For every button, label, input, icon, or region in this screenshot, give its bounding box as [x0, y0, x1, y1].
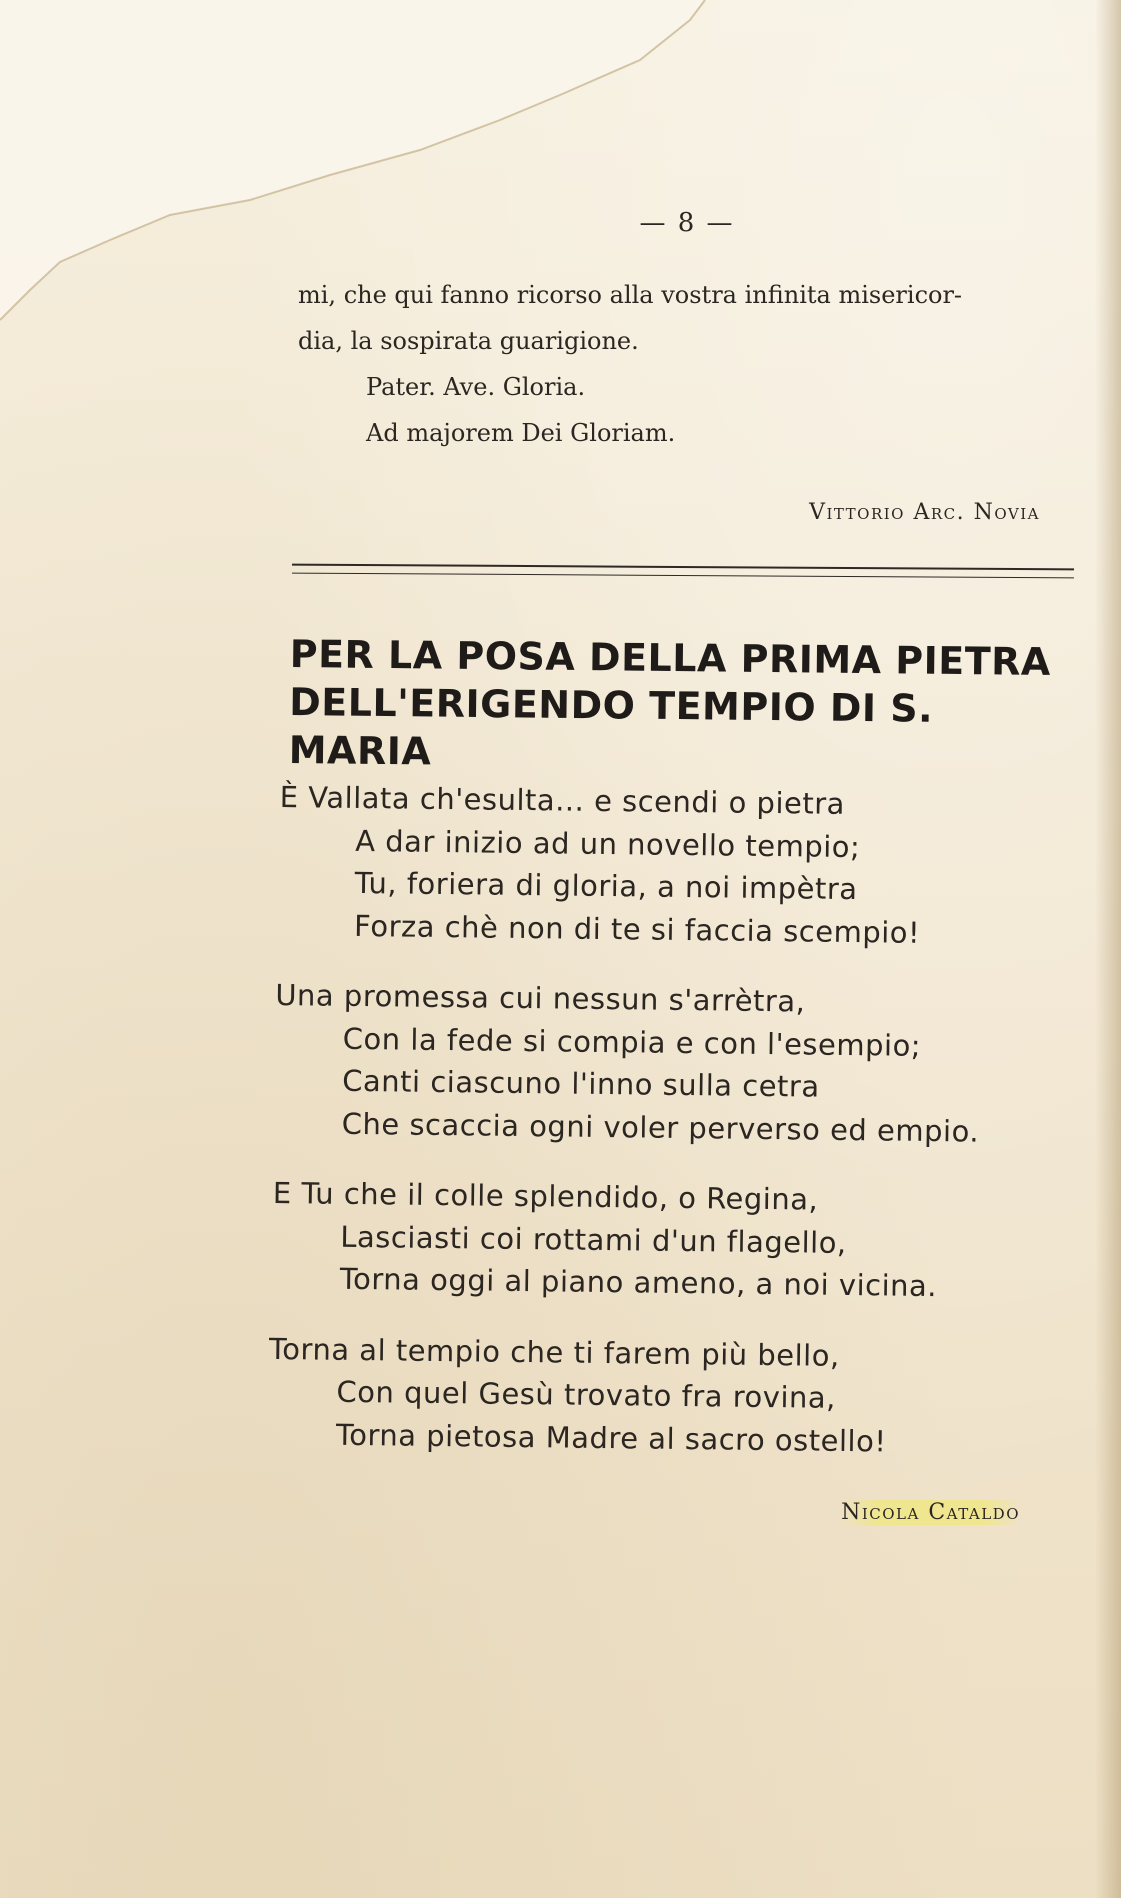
- prose-line: Pater. Ave. Gloria.: [366, 373, 586, 401]
- signature-highlight: Nicola Cataldo: [841, 1500, 1020, 1525]
- author-signature-cataldo: [640, 1500, 1020, 1525]
- poem-line: Con la fede si compia e con l'esempio;: [342, 1021, 922, 1063]
- poem-stanza: [268, 1327, 1073, 1464]
- page-edge-shadow: [1095, 0, 1121, 1898]
- prose-line: mi, che qui fanno ricorso alla vostra infinita misericor-: [298, 281, 963, 309]
- poem-stanza: [278, 776, 1080, 956]
- poem-line: Torna oggi al piano ameno, a noi vicina.: [339, 1261, 938, 1304]
- section-divider: [292, 564, 1074, 579]
- prayer-text: [298, 272, 1088, 456]
- poem-line: Torna al tempio che ti farem più bello,: [268, 1331, 840, 1373]
- poem-stanza: [274, 974, 1078, 1154]
- poem-stanza: [272, 1172, 1075, 1309]
- poem-line: Che scaccia ogni voler perverso ed empio.: [341, 1106, 980, 1149]
- poem-title: [288, 630, 1089, 782]
- poem-title-line: DELL'ERIGENDO TEMPIO DI S. MARIA: [288, 679, 934, 774]
- author-signature-novia: Vittorio Arc. Novia: [809, 500, 1040, 525]
- prose-line: dia, la sospirata guarigione.: [298, 327, 639, 355]
- poem-line: Con quel Gesù trovato fra rovina,: [336, 1374, 837, 1415]
- poem-line: A dar inizio ad un novello tempio;: [355, 823, 861, 864]
- poem-line: Lasciasti coi rottami d'un flagello,: [340, 1219, 847, 1260]
- poem-line: Forza chè non di te si faccia scempio!: [353, 908, 921, 950]
- page-number: — 8 —: [639, 208, 735, 238]
- poem-line: E Tu che il colle splendido, o Regina,: [272, 1175, 819, 1217]
- poem-line: È Vallata ch'esulta... e scendi o pietra: [279, 779, 846, 821]
- prose-line: Ad majorem Dei Gloriam.: [366, 419, 676, 447]
- poem-line: Torna pietosa Madre al sacro ostello!: [335, 1417, 887, 1458]
- poem-line: Canti ciascuno l'inno sulla cetra: [342, 1063, 820, 1104]
- poem-title-line: PER LA POSA DELLA PRIMA PIETRA: [289, 631, 1052, 684]
- poem-body: [268, 776, 1080, 1493]
- poem-line: Tu, foriera di gloria, a noi impètra: [354, 865, 858, 907]
- poem-line: Una promessa cui nessun s'arrètra,: [275, 977, 806, 1019]
